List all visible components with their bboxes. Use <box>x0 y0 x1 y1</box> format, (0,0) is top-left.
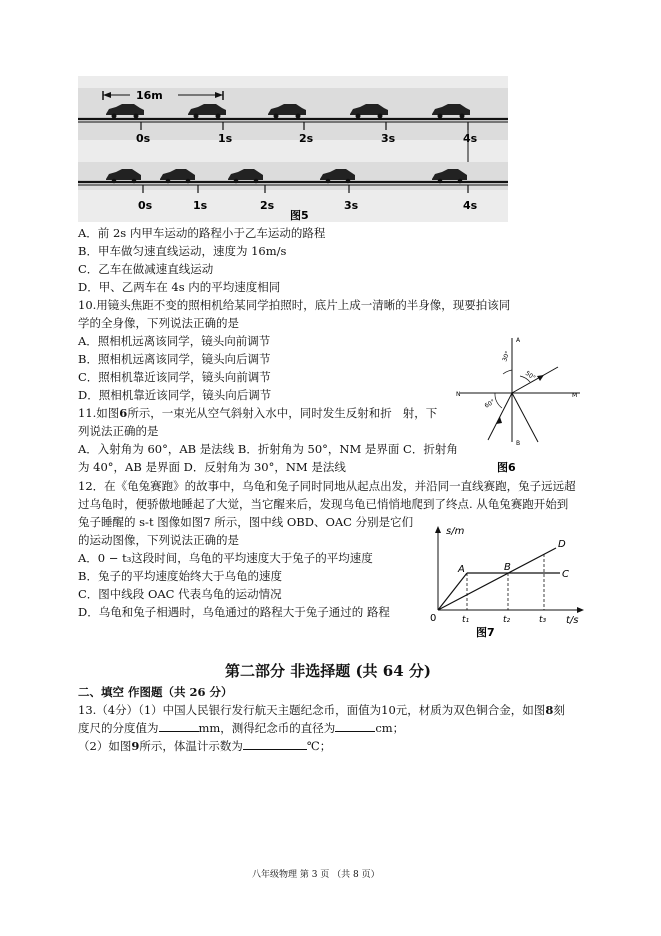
fig5-top-time-1: 1s <box>218 132 233 145</box>
fig6-angle-60: 60° <box>483 398 497 410</box>
q11-options-line1: A．入射角为 60°，AB 是法线 B．折射角为 50°，NM 是界面 C．折射角 <box>78 442 458 456</box>
fig7-point-c: C <box>562 569 569 580</box>
q13-line2-end: cm； <box>375 721 405 735</box>
q13-line3-end: ℃； <box>306 739 332 753</box>
fig5-bottom-time-3: 3s <box>344 199 359 212</box>
q10-option-c: C．照相机靠近该同学，镜头向前调节 <box>78 370 271 384</box>
q10-option-d: D．照相机靠近该同学，镜头向后调节 <box>78 388 272 402</box>
fig5-caption: 图5 <box>290 209 309 222</box>
fig6-label-a: A <box>516 337 521 344</box>
page-footer: 八年级物理 第 3 页 （共 8 页） <box>252 870 380 880</box>
q13-line2-text: 度尺的分度值为 <box>78 721 159 735</box>
q9-option-a: A．前 2s 内甲车运动的路程小于乙车运动的路程 <box>78 226 326 240</box>
fig5-top-time-2: 2s <box>299 132 314 145</box>
fig5-bottom-time-4: 4s <box>463 199 478 212</box>
fig7-point-d: D <box>558 539 566 550</box>
fig6-caption: 图6 <box>497 461 516 474</box>
q13-blank-2[interactable] <box>335 721 375 732</box>
q13-line2-mid: mm，测得纪念币的直径为 <box>198 721 336 735</box>
fig6-angle-50: 50° <box>523 369 537 382</box>
fig7-tick-t3: t₃ <box>539 615 547 625</box>
q13-blank-1[interactable] <box>159 721 199 732</box>
fig7-axis-x: t/s <box>566 615 579 626</box>
fig5-distance: 16m <box>136 89 163 102</box>
q12-option-b: B．兔子的平均速度始终大于乌龟的速度 <box>78 569 282 583</box>
q11-stem-line2: 列说法正确的是 <box>78 424 159 438</box>
q13-blank-3[interactable] <box>243 739 307 750</box>
q13-line3 <box>78 739 331 753</box>
q13-line2 <box>78 721 404 735</box>
fig6-label-b: B <box>516 440 521 447</box>
q11-stem-figref: 6 <box>119 406 128 420</box>
q9-option-b: B．甲车做匀速直线运动，速度为 16m/s <box>78 244 287 258</box>
fig7-caption: 图7 <box>476 626 495 639</box>
fig6-label-m: M <box>572 392 578 399</box>
q12-stem-line1: 12．在《龟兔赛跑》的故事中，乌龟和兔子同时同地从起点出发，并沿同一直线赛跑，兔子远远超 <box>78 479 576 493</box>
fig5-top-time-0: 0s <box>136 132 151 145</box>
fig7-point-b: B <box>504 562 511 573</box>
figure-5 <box>78 76 508 222</box>
fig7-tick-t1: t₁ <box>462 615 470 625</box>
q11-stem-line1 <box>78 406 437 420</box>
fig6-label-n: N <box>456 391 461 398</box>
q12-stem-line2: 过乌龟时，便骄傲地睡起了大觉，当它醒来后，发现乌龟已悄悄地爬到了终点. 从龟兔赛跑开始到 <box>78 497 569 511</box>
q11-stem-d: 射，下 <box>402 406 438 420</box>
q12-option-c: C．图中线段 OAC 代表乌龟的运动情况 <box>78 587 282 601</box>
q13-line1-end: 刻 <box>553 703 565 717</box>
q9-option-d: D．甲、乙两车在 4s 内的平均速度相同 <box>78 280 281 294</box>
q11-stem-a: 11.如图 <box>78 406 120 420</box>
fig5-top-time-4: 4s <box>463 132 478 145</box>
fig5-top-time-3: 3s <box>381 132 396 145</box>
q11-options-line2: 为 40°，AB 是界面 D．反射角为 30°，NM 是法线 <box>78 460 346 474</box>
fig5-bottom-time-1: 1s <box>193 199 208 212</box>
fig5-bottom-time-0: 0s <box>138 199 153 212</box>
q13-line3-text: （2）如图 <box>78 739 132 753</box>
figure-6 <box>450 330 590 475</box>
part2-title: 第二部分 非选择题 (共 64 分) <box>225 662 431 680</box>
fig7-origin: 0 <box>430 613 437 624</box>
q13-line1-text: 13.（4分）（1）中国人民银行发行航天主题纪念币，面值为10元，材质为双色铜合金，如图 <box>78 703 546 717</box>
q13-line1 <box>78 703 565 717</box>
fig7-point-a: A <box>458 564 465 575</box>
fig5-bottom-time-2: 2s <box>260 199 275 212</box>
q11-stem-c: 所示，一束光从空气斜射入水中，同时发生反射和折 <box>127 406 392 420</box>
q13-fig8-ref: 8 <box>545 703 554 717</box>
q12-stem-line3: 兔子睡醒的 s-t 图像如图7 所示，图中线 OBD、OAC 分别是它们 <box>78 515 414 529</box>
q12-option-d: D．乌龟和兔子相遇时，乌龟通过的路程大于兔子通过的 路程 <box>78 605 390 619</box>
q13-fig9-ref: 9 <box>131 739 140 753</box>
q9-option-c: C．乙车在做减速直线运动 <box>78 262 214 276</box>
q10-stem-line1: 10.用镜头焦距不变的照相机给某同学拍照时，底片上成一清晰的半身像，现要拍该同 <box>78 298 511 312</box>
q13-line3-mid: 所示，体温计示数为 <box>139 739 243 753</box>
fig7-axis-y: s/m <box>446 526 465 537</box>
q10-option-a: A．照相机远离该同学，镜头向前调节 <box>78 334 271 348</box>
q10-stem-line2: 学的全身像，下列说法正确的是 <box>78 316 239 330</box>
q12-option-a: A．0 − t₃这段时间，乌龟的平均速度大于兔子的平均速度 <box>78 551 373 565</box>
section-fill-in-title: 二、填空 作图题（共 26 分） <box>78 685 233 699</box>
q12-stem-line4: 的运动图像，下列说法正确的是 <box>78 533 239 547</box>
fig6-angle-30: 30° <box>501 350 512 363</box>
q10-option-b: B．照相机远离该同学，镜头向后调节 <box>78 352 271 366</box>
figure-7 <box>420 520 592 642</box>
fig7-tick-t2: t₂ <box>503 615 511 625</box>
